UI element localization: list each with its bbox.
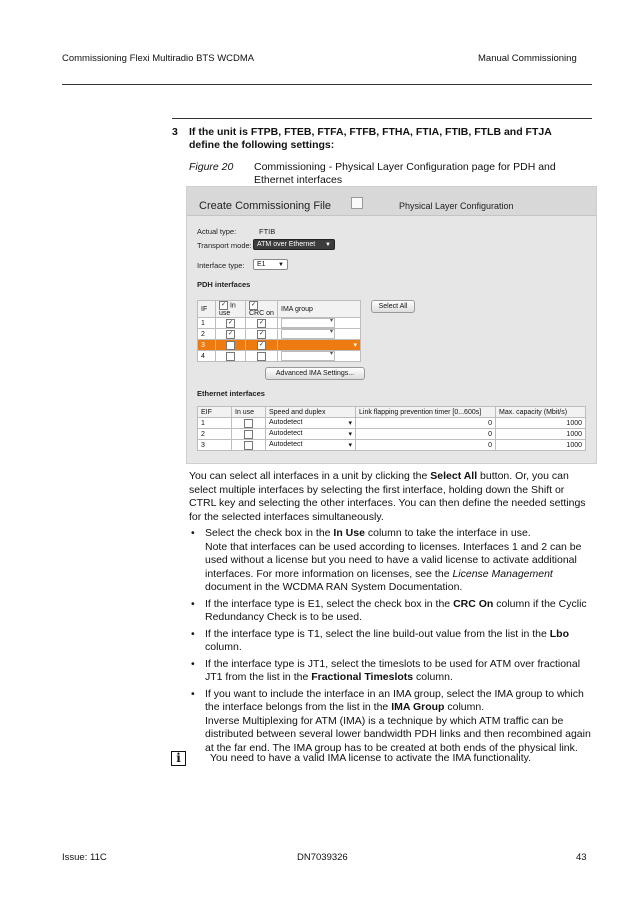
table-row[interactable] bbox=[198, 318, 361, 329]
pdh-col-if: IF bbox=[198, 301, 216, 318]
pdh-header-row bbox=[198, 301, 361, 318]
list-item: • Select the check box in the In Use column to take the interface in use. Note that interfaces can be used according to licenses. Interfaces 1 and 2 can be used without a license but you need to have a valid license to activate additional interfaces. For more information on licenses, see the License Management document in the WCDMA RAN System Documentation. bbox=[191, 527, 582, 593]
document-icon[interactable] bbox=[351, 197, 363, 209]
intro-paragraph bbox=[189, 470, 589, 524]
in-use-checkbox[interactable] bbox=[244, 419, 253, 428]
note-text: You need to have a valid IMA license to activate the IMA functionality. bbox=[210, 752, 532, 764]
capacity-value[interactable]: 1000 bbox=[496, 418, 586, 429]
list-item: • If the interface type is E1, select the check box in the CRC On column if the Cyclic Redundancy Check is to be used. bbox=[191, 597, 587, 623]
list-item: • If the interface type is T1, select the line build-out value from the list in the Lbo column. bbox=[191, 627, 569, 653]
interface-type-label: Interface type: bbox=[197, 261, 245, 270]
eth-header-row bbox=[198, 407, 586, 418]
list-item: • If you want to include the interface in an IMA group, select the IMA group to which the interface belongs from the list in the IMA Group column. Inverse Multiplexing for ATM (IMA) is a technique by which ATM traffic can be distributed between several lower bandwidth PDH links and then recombined again at the far end. The IMA group has to be created at both ends of the physical link. bbox=[191, 687, 591, 754]
eth-eif: 1 bbox=[198, 418, 232, 429]
chevron-down-icon: ▼ bbox=[278, 262, 284, 268]
para-bold: Select All bbox=[430, 470, 478, 482]
crc-checkbox[interactable]: ✓ bbox=[258, 319, 265, 326]
checkbox[interactable]: ✓ bbox=[250, 302, 257, 308]
info-icon: i bbox=[171, 751, 186, 766]
ima-group-select[interactable] bbox=[281, 351, 335, 361]
actual-type-value: FTIB bbox=[259, 227, 276, 236]
speed-select[interactable] bbox=[266, 429, 356, 440]
chevron-down-icon: ▼ bbox=[325, 242, 331, 248]
eth-col-inuse: In use bbox=[232, 407, 266, 418]
checkbox[interactable]: ✓ bbox=[220, 302, 227, 308]
table-row-selected[interactable] bbox=[198, 340, 361, 351]
eth-col-timer: Link flapping prevention timer [0...600s] bbox=[356, 407, 496, 418]
table-row[interactable] bbox=[198, 429, 586, 440]
advanced-ima-settings-button[interactable]: Advanced IMA Settings... bbox=[265, 367, 365, 380]
header-right: Manual Commissioning bbox=[478, 53, 577, 64]
pdh-table bbox=[197, 300, 361, 362]
pdh-if: 2 bbox=[198, 329, 216, 340]
chevron-down-icon: ▾ bbox=[348, 442, 352, 449]
interface-type-select[interactable] bbox=[253, 259, 288, 270]
select-all-button[interactable]: Select All bbox=[371, 300, 415, 313]
actual-type-label: Actual type: bbox=[197, 227, 237, 236]
para-text: button. Or, you can select multiple interfaces by selecting the first interface, holding down the Shift or CTRL key and selecting the other interfaces. You can then define the needed settings for the selected interfaces simultaneously. bbox=[189, 470, 586, 523]
timer-value[interactable]: 0 bbox=[356, 429, 496, 440]
pdh-if: 1 bbox=[198, 318, 216, 329]
header-rule bbox=[62, 84, 592, 85]
interface-type-value: E1 bbox=[257, 261, 266, 268]
capacity-value[interactable]: 1000 bbox=[496, 440, 586, 451]
crc-checkbox[interactable]: ✓ bbox=[258, 341, 265, 348]
in-use-checkbox[interactable] bbox=[244, 441, 253, 450]
table-row[interactable] bbox=[198, 329, 361, 340]
pdh-col-crc-label: CRC on bbox=[249, 310, 274, 317]
panel-page-title: Physical Layer Configuration bbox=[399, 201, 514, 211]
chevron-down-icon: ▾ bbox=[348, 431, 352, 438]
speed-value: Autodetect bbox=[269, 419, 303, 426]
speed-value: Autodetect bbox=[269, 430, 303, 437]
ima-group-select[interactable]: ▾ bbox=[278, 340, 361, 351]
panel-title: Create Commissioning File bbox=[199, 200, 332, 212]
pdh-if: 3 bbox=[198, 340, 216, 351]
eth-col-eif: EIF bbox=[198, 407, 232, 418]
in-use-checkbox[interactable] bbox=[244, 430, 253, 439]
step-number: 3 bbox=[172, 126, 178, 138]
list-item: • If the interface type is JT1, select the timeslots to be used for ATM over fractional JT1 from the list in the Fractional Timeslots column. bbox=[191, 657, 581, 683]
ethernet-table bbox=[197, 406, 586, 451]
in-use-checkbox[interactable]: ✓ bbox=[227, 330, 234, 337]
pdh-col-crc bbox=[246, 301, 278, 318]
pdh-col-inuse bbox=[216, 301, 246, 318]
step-text: If the unit is FTPB, FTEB, FTFA, FTFB, FTHA, FTIA, FTIB, FTLB and FTJA define the following settings: bbox=[189, 126, 552, 151]
crc-checkbox[interactable]: ✓ bbox=[258, 330, 265, 337]
bullet-list bbox=[189, 527, 594, 758]
table-row[interactable] bbox=[198, 440, 586, 451]
eth-col-speed: Speed and duplex bbox=[266, 407, 356, 418]
transport-mode-select[interactable] bbox=[253, 239, 335, 250]
panel-header bbox=[187, 187, 596, 216]
footer-doc: DN7039326 bbox=[297, 852, 348, 863]
eth-eif: 3 bbox=[198, 440, 232, 451]
timer-value[interactable]: 0 bbox=[356, 440, 496, 451]
table-row[interactable] bbox=[198, 418, 586, 429]
footer-page: 43 bbox=[576, 852, 587, 863]
crc-checkbox[interactable] bbox=[257, 352, 266, 361]
pdh-section-title: PDH interfaces bbox=[197, 280, 251, 289]
ethernet-section-title: Ethernet interfaces bbox=[197, 389, 265, 398]
screenshot-panel bbox=[186, 186, 597, 464]
speed-value: Autodetect bbox=[269, 441, 303, 448]
in-use-checkbox[interactable] bbox=[226, 352, 235, 361]
ima-group-select[interactable] bbox=[281, 318, 335, 328]
speed-select[interactable] bbox=[266, 440, 356, 451]
transport-mode-label: Transport mode: bbox=[197, 241, 252, 250]
footer-issue: Issue: 11C bbox=[62, 852, 107, 863]
chevron-down-icon: ▾ bbox=[348, 420, 352, 427]
pdh-col-inuse-label: In use bbox=[219, 302, 236, 317]
in-use-checkbox[interactable] bbox=[226, 341, 235, 350]
eth-eif: 2 bbox=[198, 429, 232, 440]
figure-label: Figure 20 bbox=[189, 161, 234, 173]
header-left: Commissioning Flexi Multiradio BTS WCDMA bbox=[62, 53, 255, 64]
in-use-checkbox[interactable]: ✓ bbox=[227, 319, 234, 326]
figure-caption: Commissioning - Physical Layer Configuration page for PDH and Ethernet interfaces bbox=[254, 161, 556, 186]
table-row[interactable] bbox=[198, 351, 361, 362]
step-rule bbox=[172, 118, 592, 119]
ima-group-select[interactable] bbox=[281, 329, 335, 339]
para-text: You can select all interfaces in a unit by clicking the bbox=[189, 470, 431, 482]
transport-mode-value: ATM over Ethernet bbox=[257, 241, 316, 248]
speed-select[interactable] bbox=[266, 418, 356, 429]
eth-col-capacity: Max. capacity (Mbit/s) bbox=[496, 407, 586, 418]
pdh-if: 4 bbox=[198, 351, 216, 362]
pdh-col-ima: IMA group bbox=[278, 301, 361, 318]
capacity-value[interactable]: 1000 bbox=[496, 429, 586, 440]
timer-value[interactable]: 0 bbox=[356, 418, 496, 429]
